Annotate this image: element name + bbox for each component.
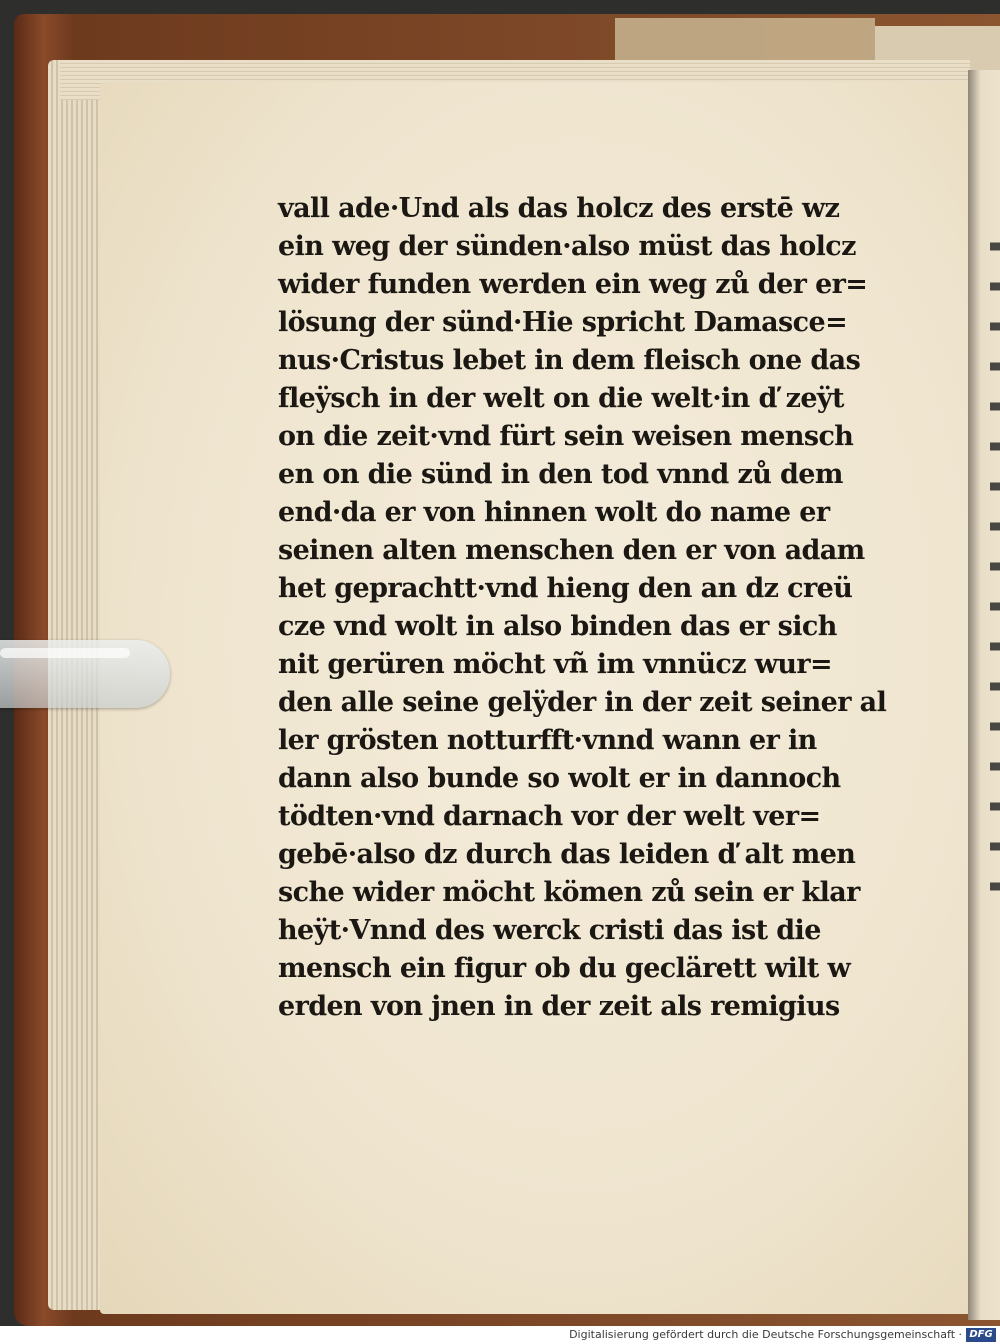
text-line: gebē·also dz durch das leiden ď alt men [278,839,856,870]
text-line: nus·Cristus lebet in dem fleisch one das [278,345,861,376]
text-line: cze vnd wolt in also binden das er sich [278,611,837,642]
text-line: erden von jnen in der zeit als remigius [278,991,840,1022]
text-line: heÿt·Vnnd des werck cristi das ist die [278,915,821,946]
printed-text-block [278,188,887,1022]
text-line: tödten·vnd darnach vor der welt ver= [278,801,821,832]
dfg-logo: DFG [966,1328,996,1342]
text-line: wider funden werden ein weg zů der er= [278,269,868,300]
text-line: end·da er von hinnen wolt do name er [278,497,830,528]
text-line: en on die sünd in den tod vnnd zů dem [278,459,843,490]
text-line: het geprachtt·vnd hieng den an dz creü [278,573,853,604]
text-line: vall ade·Und als das holcz des erstē wz [278,193,840,224]
cover-label-patch [615,18,875,66]
funding-credit: Digitalisierung gefördert durch die Deutsche Forschungsgemeinschaft · [569,1328,962,1341]
facing-page-text-marks [990,220,1000,920]
page-clip [0,640,170,708]
text-line: mensch ein figur ob du geclärett wilt w [278,953,851,984]
text-line: nit gerüren möcht vñ im vnnücz wur= [278,649,833,680]
text-line: seinen alten menschen den er von adam [278,535,865,566]
text-line: den alle seine gelÿder in der zeit seiner al [278,687,887,718]
text-line: fleÿsch in der welt on die welt·in ď zeÿt [278,383,844,414]
page-clip-shine [0,648,130,658]
text-line: ler grösten notturfft·vnnd wann er in [278,725,817,756]
text-line: sche wider möcht kömen zů sein er klar [278,877,860,908]
text-line: ein weg der sünden·also müst das holcz [278,231,856,262]
text-line: on die zeit·vnd fürt sein weisen mensch [278,421,854,452]
text-line: lösung der sünd·Hie spricht Damasce= [278,307,848,338]
text-line: dann also bunde so wolt er in dannoch [278,763,841,794]
